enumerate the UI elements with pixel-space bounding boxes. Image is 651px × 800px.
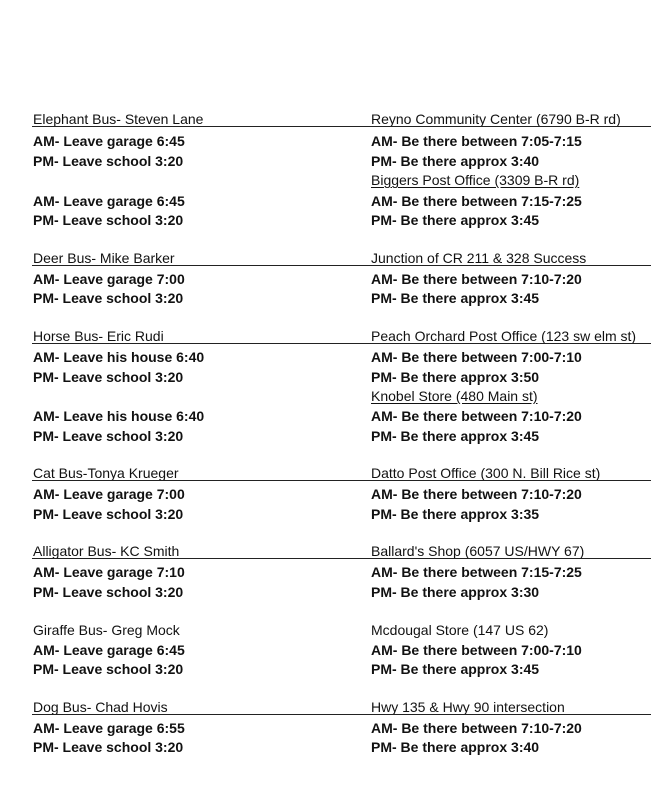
am-departure: AM- Leave garage 7:10 bbox=[33, 564, 185, 580]
pm-arrival: PM- Be there approx 3:45 bbox=[371, 661, 540, 677]
bus-name: Elephant Bus- Steven Lane bbox=[33, 111, 204, 127]
pm-departure: PM- Leave school 3:20 bbox=[33, 212, 184, 228]
stop-location: Reyno Community Center (6790 B-R rd) bbox=[371, 111, 621, 127]
bus-name: Cat Bus-Tonya Krueger bbox=[33, 465, 179, 481]
am-arrival: AM- Be there between 7:15-7:25 bbox=[371, 193, 582, 209]
bus-name: Deer Bus- Mike Barker bbox=[33, 250, 175, 266]
am-arrival: AM- Be there between 7:10-7:20 bbox=[371, 720, 582, 736]
am-departure: AM- Leave garage 6:45 bbox=[33, 193, 185, 209]
stop-location: Ballard's Shop (6057 US/HWY 67) bbox=[371, 543, 585, 559]
am-departure: AM- Leave garage 6:55 bbox=[33, 720, 185, 736]
am-arrival: AM- Be there between 7:00-7:10 bbox=[371, 642, 582, 658]
pm-arrival: PM- Be there approx 3:40 bbox=[371, 739, 540, 755]
pm-departure: PM- Leave school 3:20 bbox=[33, 661, 184, 677]
divider-line bbox=[32, 126, 651, 127]
pm-departure: PM- Leave school 3:20 bbox=[33, 739, 184, 755]
divider-line bbox=[32, 265, 651, 266]
bus-name: Alligator Bus- KC Smith bbox=[33, 543, 180, 559]
pm-departure: PM- Leave school 3:20 bbox=[33, 290, 184, 306]
bus-name: Dog Bus- Chad Hovis bbox=[33, 699, 168, 715]
am-arrival: AM- Be there between 7:05-7:15 bbox=[371, 133, 582, 149]
divider-line bbox=[32, 714, 651, 715]
pm-departure: PM- Leave school 3:20 bbox=[33, 369, 184, 385]
pm-arrival: PM- Be there approx 3:30 bbox=[371, 584, 540, 600]
am-departure: AM- Leave garage 7:00 bbox=[33, 271, 185, 287]
am-departure: AM- Leave garage 6:45 bbox=[33, 133, 185, 149]
pm-arrival: PM- Be there approx 3:45 bbox=[371, 290, 540, 306]
stop-location: Junction of CR 211 & 328 Success bbox=[371, 250, 587, 266]
divider-line bbox=[32, 558, 651, 559]
pm-departure: PM- Leave school 3:20 bbox=[33, 506, 184, 522]
am-departure: AM- Leave his house 6:40 bbox=[33, 349, 205, 365]
stop-location: Knobel Store (480 Main st) bbox=[371, 388, 538, 404]
pm-arrival: PM- Be there approx 3:35 bbox=[371, 506, 540, 522]
stop-location: Biggers Post Office (3309 B-R rd) bbox=[371, 172, 580, 188]
am-arrival: AM- Be there between 7:10-7:20 bbox=[371, 486, 582, 502]
stop-location: Peach Orchard Post Office (123 sw elm st) bbox=[371, 328, 637, 344]
stop-location: Hwy 135 & Hwy 90 intersection bbox=[371, 699, 565, 715]
am-departure: AM- Leave garage 7:00 bbox=[33, 486, 185, 502]
am-departure: AM- Leave garage 6:45 bbox=[33, 642, 185, 658]
pm-arrival: PM- Be there approx 3:50 bbox=[371, 369, 540, 385]
am-arrival: AM- Be there between 7:10-7:20 bbox=[371, 271, 582, 287]
stop-location: Mcdougal Store (147 US 62) bbox=[371, 622, 549, 638]
am-arrival: AM- Be there between 7:00-7:10 bbox=[371, 349, 582, 365]
pm-departure: PM- Leave school 3:20 bbox=[33, 428, 184, 444]
stop-location: Datto Post Office (300 N. Bill Rice st) bbox=[371, 465, 601, 481]
am-arrival: AM- Be there between 7:15-7:25 bbox=[371, 564, 582, 580]
pm-arrival: PM- Be there approx 3:45 bbox=[371, 212, 540, 228]
pm-departure: PM- Leave school 3:20 bbox=[33, 584, 184, 600]
pm-departure: PM- Leave school 3:20 bbox=[33, 153, 184, 169]
am-arrival: AM- Be there between 7:10-7:20 bbox=[371, 408, 582, 424]
bus-name: Giraffe Bus- Greg Mock bbox=[33, 622, 180, 638]
divider-line bbox=[32, 343, 651, 344]
bus-name: Horse Bus- Eric Rudi bbox=[33, 328, 164, 344]
pm-arrival: PM- Be there approx 3:40 bbox=[371, 153, 540, 169]
pm-arrival: PM- Be there approx 3:45 bbox=[371, 428, 540, 444]
am-departure: AM- Leave his house 6:40 bbox=[33, 408, 205, 424]
divider-line bbox=[32, 480, 651, 481]
